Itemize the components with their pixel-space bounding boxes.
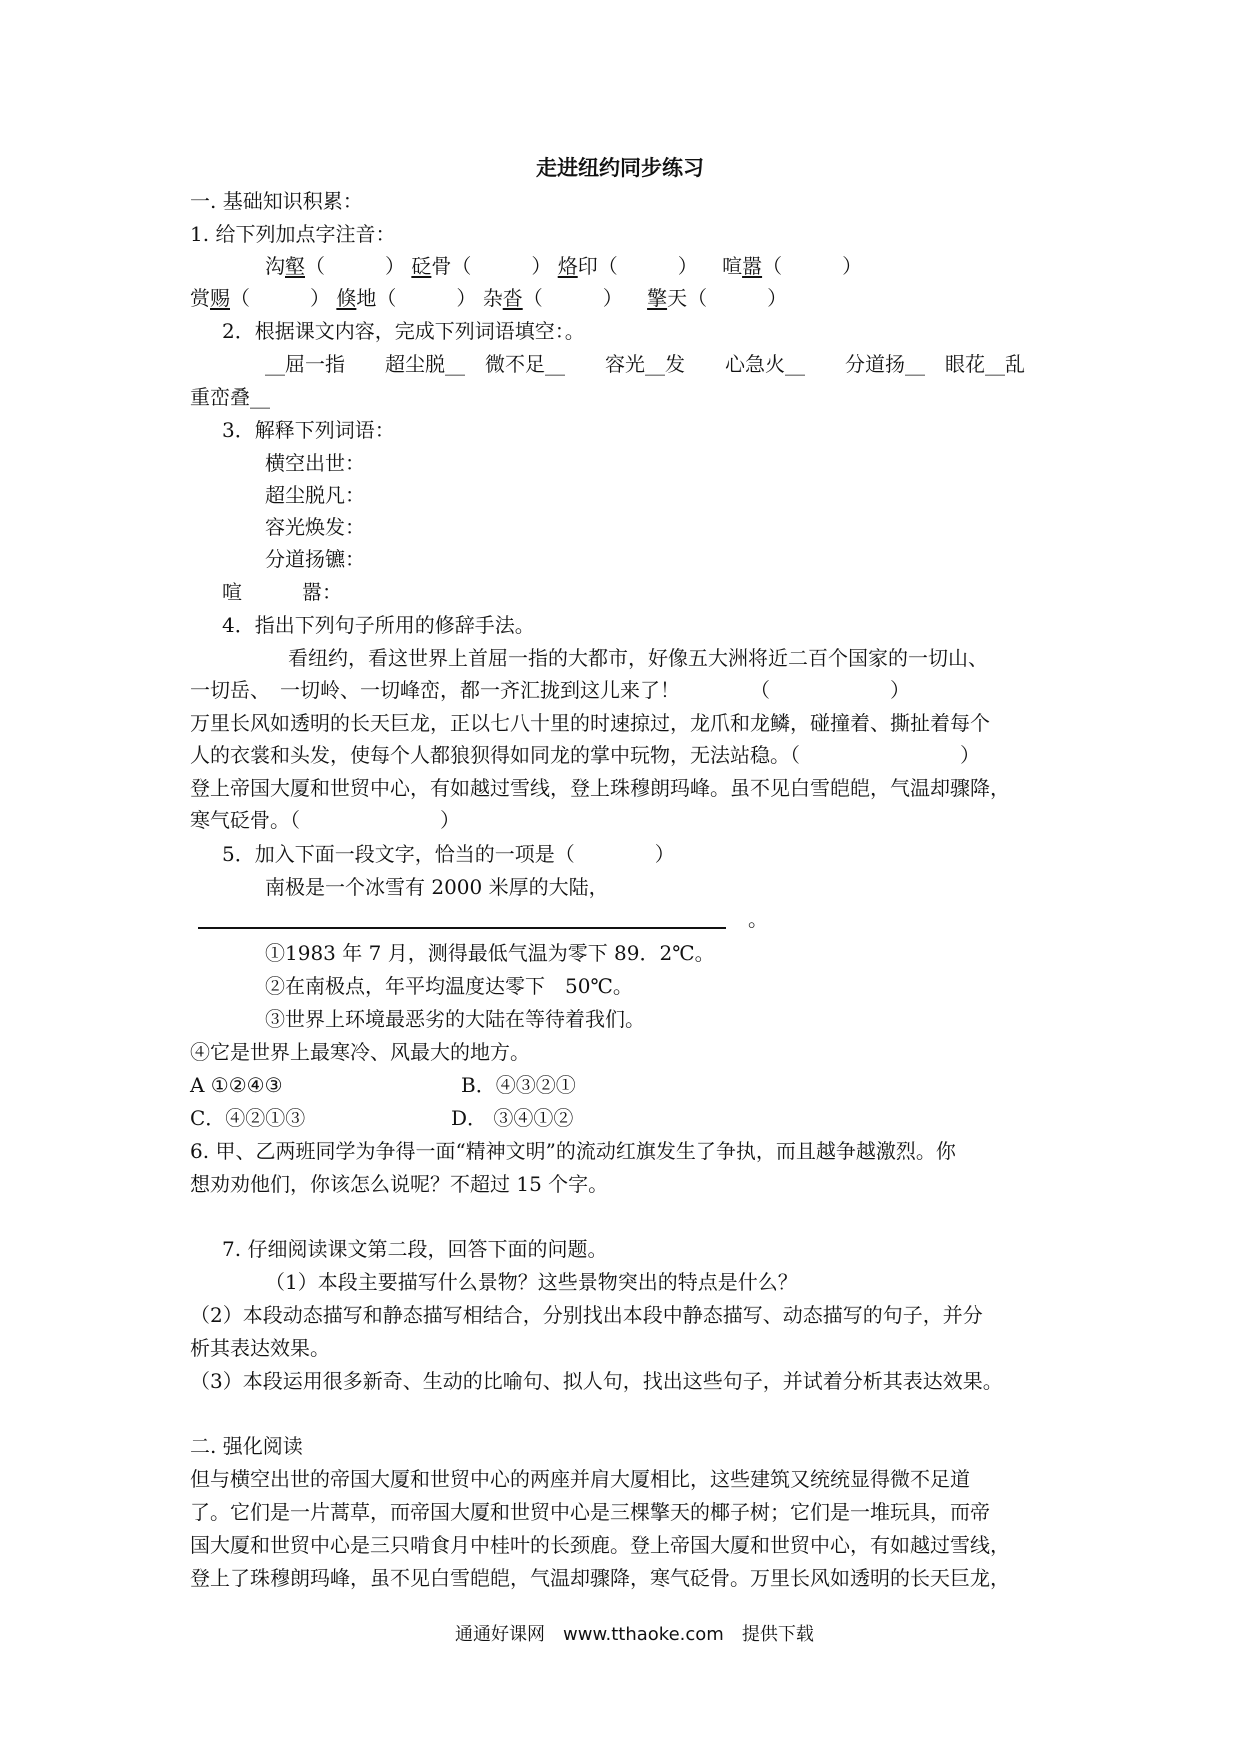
q2-prompt: 2．根据课文内容，完成下列词语填空：。 [222, 319, 585, 343]
q1-item: 擎天（ ） [647, 286, 788, 310]
q1-row2 [190, 285, 787, 311]
q5-item: ①1983 年 7 月，测得最低气温为零下 89．2℃。 [265, 941, 715, 965]
q5-lead: 南极是一个冰雪有 2000 米厚的大陆， [265, 875, 609, 899]
q5-option: B．④③②① [461, 1073, 576, 1097]
q5-item: ③世界上环境最恶劣的大陆在等待着我们。 [265, 1007, 645, 1031]
section2-line: 国大厦和世贸中心是三只啃食月中桂叶的长颈鹿。登上帝国大厦和世贸中心，有如越过雪线， [190, 1533, 1010, 1557]
q3-term: 喧 嚣： [222, 580, 342, 604]
q5-option: C．④②①③ [190, 1106, 306, 1130]
q5-answer-line [198, 927, 726, 929]
q7-sub3: （3）本段运用很多新奇、生动的比喻句、拟人句，找出这些句子，并试着分析其表达效果。 [190, 1369, 1003, 1393]
q2-fill-line1: __屈一指 超尘脱__ 微不足__ 容光__发 心急火__ 分道扬__ 眼花__乱 [265, 352, 1025, 376]
q1-item: 沟壑（ ） [265, 254, 405, 278]
q4-line: 人的衣裳和头发，使每个人都狼狈得如同龙的掌中玩物，无法站稳。（ ） [190, 743, 980, 767]
q7-prompt: 7. 仔细阅读课文第二段，回答下面的问题。 [222, 1237, 608, 1261]
q3-prompt: 3．解释下列词语： [222, 418, 395, 442]
q5-item: ④它是世界上最寒冷、风最大的地方。 [190, 1040, 530, 1064]
page-title: 走进纽约同步练习 [536, 155, 704, 180]
q1-row1 [265, 253, 862, 279]
q3-term: 超尘脱凡： [265, 483, 365, 507]
page-footer: 通通好课网 www.tthaoke.com 提供下载 [455, 1624, 814, 1645]
q4-line: 寒气砭骨。（ ） [190, 808, 460, 832]
q6-line: 6. 甲、乙两班同学为争得一面“精神文明”的流动红旗发生了争执，而且越争越激烈。你 [190, 1139, 956, 1163]
q7-sub2: （2）本段动态描写和静态描写相结合，分别找出本段中静态描写、动态描写的句子，并分 [190, 1303, 983, 1327]
section2-line: 但与横空出世的帝国大厦和世贸中心的两座并肩大厦相比，这些建筑又统统显得微不足道 [190, 1467, 970, 1491]
q4-line: 登上帝国大厦和世贸中心，有如越过雪线，登上珠穆朗玛峰。虽不见白雪皑皑，气温却骤降， [190, 776, 1010, 800]
q1-item: 赏赐（ ） [190, 286, 330, 310]
q4-line: 一切岳、 一切岭、一切峰峦，都一齐汇拢到这儿来了！ （ ） [190, 678, 910, 702]
q1-item: 烙印（ ） [557, 254, 698, 278]
q7-sub1: （1）本段主要描写什么景物？这些景物突出的特点是什么？ [265, 1270, 798, 1294]
q3-term: 分道扬镳： [265, 547, 365, 571]
q3-term: 横空出世： [265, 451, 365, 475]
section2-line: 登上了珠穆朗玛峰，虽不见白雪皑皑，气温却骤降，寒气砭骨。万里长风如透明的长天巨龙， [190, 1566, 1010, 1590]
q1-prompt: 1. 给下列加点字注音： [190, 222, 396, 246]
section2-heading: 二. 强化阅读 [190, 1434, 303, 1458]
q7-sub2: 析其表达效果。 [190, 1336, 330, 1360]
section1-heading: 一. 基础知识积累： [190, 189, 363, 213]
q5-prompt: 5．加入下面一段文字，恰当的一项是（ ） [222, 842, 675, 866]
q5-option: A ①②④③ [190, 1073, 283, 1097]
q5-end-mark: 。 [748, 907, 768, 931]
q1-item: 砭骨（ ） [411, 254, 552, 278]
q1-item: 喧嚣（ ） [722, 254, 863, 278]
q4-prompt: 4．指出下列句子所用的修辞手法。 [222, 613, 535, 637]
q3-term: 容光焕发： [265, 515, 365, 539]
q5-option: D． ③④①② [451, 1106, 574, 1130]
q4-line: 万里长风如透明的长天巨龙，正以七八十里的时速掠过，龙爪和龙鳞，碰撞着、撕扯着每个 [190, 711, 990, 735]
q4-line: 看纽约，看这世界上首屈一指的大都市，好像五大洲将近二百个国家的一切山、 [288, 646, 988, 670]
q1-item: 倏地（ ） [336, 286, 477, 310]
q1-item: 杂沓（ ） [482, 286, 623, 310]
q2-fill-line2: 重峦叠__ [190, 385, 270, 409]
q5-item: ②在南极点，年平均温度达零下 50℃。 [265, 974, 633, 998]
section2-line: 了。它们是一片蒿草，而帝国大厦和世贸中心是三棵擎天的椰子树；它们是一堆玩具，而帝 [190, 1500, 990, 1524]
q6-line: 想劝劝他们，你该怎么说呢？不超过 15 个字。 [190, 1172, 609, 1196]
